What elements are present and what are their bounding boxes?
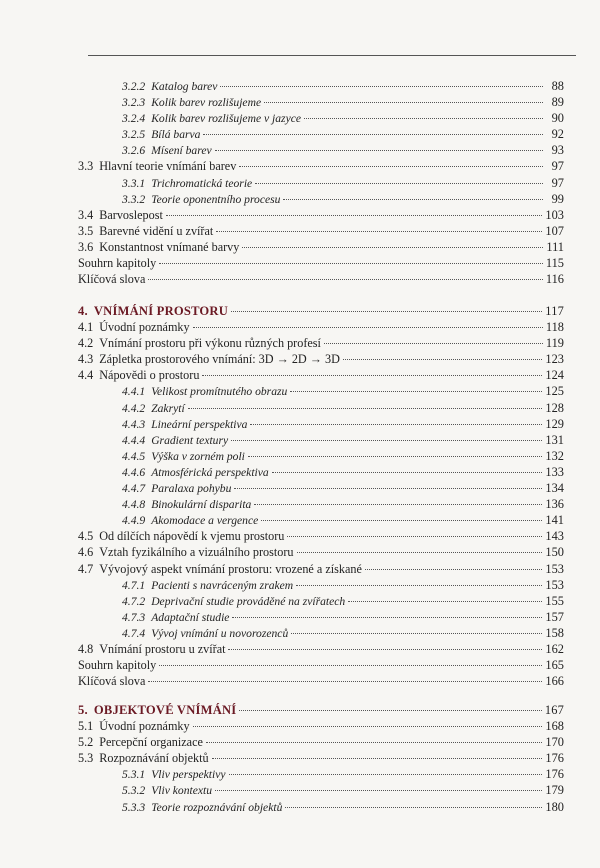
entry-page-number: 157	[545, 609, 564, 624]
entry-page-number: 118	[545, 320, 564, 335]
entry-number: 4.4.2	[122, 401, 146, 415]
entry-title: Vztah fyzikálního a vizuálního prostoru	[99, 545, 294, 560]
toc-entry	[78, 271, 564, 287]
entry-number: 4.7.1	[122, 578, 146, 592]
toc-entry	[78, 432, 564, 448]
entry-title: OBJEKTOVÉ VNÍMÁNÍ	[93, 703, 237, 717]
entry-number: 3.3	[78, 159, 94, 174]
dot-leader	[324, 343, 543, 344]
entry-number: 4.4.4	[122, 433, 146, 447]
toc-chapter-heading	[78, 702, 564, 718]
dot-leader	[215, 150, 543, 151]
entry-number: 5.1	[78, 719, 94, 734]
entry-title: Vnímání prostoru u zvířat	[99, 641, 226, 656]
dot-leader	[228, 649, 542, 650]
entry-title: Deprivační studie prováděné na zvířatech	[151, 594, 346, 608]
toc-entry	[78, 94, 564, 110]
entry-title: Trichromatická teorie	[151, 176, 253, 190]
toc-entry	[78, 207, 564, 223]
entry-title: Vývojový aspekt vnímání prostoru: vrozené a získané	[99, 561, 362, 576]
dot-leader	[148, 681, 542, 682]
entry-page-number: 180	[545, 799, 564, 814]
entry-title: Nápovědi o prostoru	[99, 368, 200, 383]
entry-number: 4.4.7	[122, 482, 146, 496]
toc-entry	[78, 782, 564, 798]
entry-page-number: 92	[551, 127, 564, 142]
dot-leader	[159, 665, 542, 666]
entry-title: Vliv kontextu	[151, 784, 213, 798]
entry-number: 3.4	[78, 207, 94, 222]
entry-title: Adaptační studie	[151, 610, 230, 624]
dot-leader	[193, 327, 543, 328]
dot-leader	[343, 359, 543, 360]
entry-title: Kolik barev rozlišujeme	[151, 96, 262, 110]
dot-leader	[220, 86, 543, 87]
toc-entry	[78, 142, 564, 158]
entry-number: 4.3	[78, 352, 94, 367]
entry-title: Konstantnost vnímané barvy	[99, 239, 240, 254]
entry-number: 3.2.5	[122, 128, 146, 142]
toc-entry	[78, 191, 564, 207]
entry-page-number: 158	[545, 625, 564, 640]
toc-entry	[78, 641, 564, 657]
toc-section-chapter-5	[78, 702, 564, 815]
toc-entry	[78, 367, 564, 383]
entry-number: 4.4.1	[122, 385, 146, 399]
entry-page-number: 168	[545, 719, 564, 734]
toc-entry	[78, 718, 564, 734]
entry-number: 5.3	[78, 751, 94, 766]
dot-leader	[232, 617, 542, 618]
entry-title: Zakrytí	[151, 401, 185, 415]
entry-number: 4.7.3	[122, 610, 146, 624]
entry-page-number: 167	[544, 703, 564, 717]
toc-entry	[78, 766, 564, 782]
toc-entry	[78, 625, 564, 641]
entry-title: VNÍMÁNÍ PROSTORU	[93, 304, 229, 318]
entry-number: 4.4.6	[122, 465, 146, 479]
dot-leader	[348, 601, 542, 602]
entry-number: 4.7.4	[122, 626, 146, 640]
entry-title: Atmosférická perspektiva	[151, 465, 269, 479]
dot-leader	[285, 807, 542, 808]
toc-entry	[78, 255, 564, 271]
entry-title: Lineární perspektiva	[151, 417, 248, 431]
dot-leader	[148, 279, 543, 280]
entry-page-number: 176	[545, 751, 564, 766]
entry-title: Klíčová slova	[78, 674, 146, 689]
entry-number: 4.7	[78, 561, 94, 576]
entry-page-number: 150	[545, 545, 564, 560]
entry-page-number: 125	[545, 384, 564, 399]
entry-page-number: 136	[545, 497, 564, 512]
entry-title: Binokulární disparita	[151, 498, 252, 512]
toc-entry	[78, 657, 564, 673]
toc-entry	[78, 335, 564, 351]
entry-page-number: 165	[545, 658, 564, 673]
entry-title: Pacienti s navráceným zrakem	[151, 578, 294, 592]
dot-leader	[261, 520, 542, 521]
entry-page-number: 116	[545, 272, 564, 287]
entry-title: Vývoj vnímání u novorozenců	[151, 626, 289, 640]
entry-number: 4.4	[78, 368, 94, 383]
entry-title: Kolik barev rozlišujeme v jazyce	[151, 112, 302, 126]
dot-leader	[231, 440, 542, 441]
dot-leader	[255, 183, 543, 184]
dot-leader	[283, 199, 543, 200]
toc-entry	[78, 577, 564, 593]
entry-number: 4.5	[78, 529, 94, 544]
toc-entry	[78, 593, 564, 609]
toc-entry	[78, 448, 564, 464]
dot-leader	[290, 391, 542, 392]
entry-page-number: 111	[546, 239, 564, 254]
entry-title: Úvodní poznámky	[99, 719, 190, 734]
entry-number: 3.3.2	[122, 192, 146, 206]
entry-title: Úvodní poznámky	[99, 320, 190, 335]
dot-leader	[291, 633, 542, 634]
dot-leader	[229, 774, 543, 775]
toc-chapter-heading	[78, 303, 564, 319]
entry-page-number: 143	[545, 529, 564, 544]
entry-title: Paralaxa pohybu	[151, 482, 232, 496]
dot-leader	[234, 488, 542, 489]
entry-number: 4.4.3	[122, 417, 146, 431]
entry-title: Výška v zorném poli	[151, 449, 245, 463]
header-rule	[88, 55, 576, 56]
entry-page-number: 133	[545, 464, 564, 479]
toc-entry	[78, 480, 564, 496]
entry-page-number: 153	[545, 561, 564, 576]
entry-number: 4.4.5	[122, 449, 146, 463]
entry-title: Souhrn kapitoly	[78, 256, 157, 271]
dot-leader	[203, 134, 543, 135]
toc-entry	[78, 110, 564, 126]
toc-entry	[78, 528, 564, 544]
entry-number: 4.2	[78, 336, 94, 351]
entry-page-number: 155	[545, 593, 564, 608]
entry-page-number: 141	[545, 513, 564, 528]
entry-title: Barvoslepost	[99, 207, 163, 222]
entry-title: Klíčová slova	[78, 272, 146, 287]
toc-entry	[78, 609, 564, 625]
entry-page-number: 93	[551, 143, 564, 158]
entry-title: Hlavní teorie vnímání barev	[99, 159, 237, 174]
entry-number: 4.1	[78, 320, 94, 335]
entry-title: Vliv perspektivy	[151, 768, 226, 782]
entry-page-number: 117	[545, 304, 564, 318]
entry-title: Bílá barva	[151, 128, 201, 142]
entry-title: Akomodace a vergence	[151, 514, 259, 528]
dot-leader	[166, 215, 543, 216]
toc-entry	[78, 351, 564, 367]
dot-leader	[159, 263, 543, 264]
entry-page-number: 115	[545, 256, 564, 271]
entry-title: Od dílčích nápovědí k vjemu prostoru	[99, 529, 285, 544]
toc-entry	[78, 544, 564, 560]
entry-page-number: 153	[545, 577, 564, 592]
dot-leader	[206, 742, 543, 743]
dot-leader	[250, 424, 542, 425]
entry-number: 4.6	[78, 545, 94, 560]
entry-page-number: 89	[551, 95, 564, 110]
entry-title: Souhrn kapitoly	[78, 658, 157, 673]
toc-section-chapter-3	[78, 78, 564, 287]
entry-title: Rozpoznávání objektů	[99, 751, 209, 766]
dot-leader	[202, 375, 542, 376]
toc-entry	[78, 673, 564, 689]
entry-title: Velikost promítnutého obrazu	[151, 385, 288, 399]
entry-page-number: 128	[545, 400, 564, 415]
entry-page-number: 124	[545, 368, 564, 383]
entry-page-number: 166	[545, 674, 564, 689]
toc-entry	[78, 223, 564, 239]
entry-title: Percepční organizace	[99, 735, 203, 750]
entry-page-number: 132	[545, 448, 564, 463]
entry-page-number: 162	[545, 641, 564, 656]
entry-page-number: 123	[545, 352, 564, 367]
dot-leader	[365, 569, 543, 570]
entry-page-number: 119	[545, 336, 564, 351]
dot-leader	[304, 118, 543, 119]
toc-section-chapter-4	[78, 303, 564, 689]
toc-entry	[78, 561, 564, 577]
entry-page-number: 97	[551, 159, 564, 174]
entry-title: Teorie oponentního procesu	[151, 192, 281, 206]
entry-number: 5.3.3	[122, 800, 146, 814]
toc-entry	[78, 512, 564, 528]
dot-leader	[193, 726, 543, 727]
entry-number: 3.2.4	[122, 112, 146, 126]
entry-number: 5.2	[78, 735, 94, 750]
toc-entry	[78, 496, 564, 512]
entry-number: 3.2.6	[122, 144, 146, 158]
toc-entry	[78, 416, 564, 432]
toc-entry	[78, 319, 564, 335]
toc-entry	[78, 158, 564, 174]
entry-number: 3.2.3	[122, 96, 146, 110]
entry-page-number: 179	[545, 783, 564, 798]
toc-entry	[78, 383, 564, 399]
toc-entry	[78, 464, 564, 480]
dot-leader	[212, 758, 543, 759]
entry-title: Teorie rozpoznávání objektů	[151, 800, 283, 814]
entry-number: 5.3.1	[122, 768, 146, 782]
dot-leader	[264, 102, 543, 103]
toc-entry	[78, 734, 564, 750]
dot-leader	[272, 472, 543, 473]
dot-leader	[239, 166, 543, 167]
entry-title: Barevné vidění u zvířat	[99, 223, 214, 238]
dot-leader	[248, 456, 543, 457]
entry-page-number: 99	[551, 191, 564, 206]
entry-title: Zápletka prostorového vnímání: 3D → 2D → 3D	[99, 352, 340, 367]
entry-page-number: 103	[545, 207, 564, 222]
entry-title: Mísení barev	[151, 144, 212, 158]
dot-leader	[254, 504, 542, 505]
entry-page-number: 107	[545, 223, 564, 238]
entry-title: Katalog barev	[151, 80, 218, 93]
entry-page-number: 170	[545, 735, 564, 750]
entry-page-number: 131	[545, 432, 564, 447]
entry-number: 3.3.1	[122, 176, 146, 190]
toc-entry	[78, 175, 564, 191]
dot-leader	[188, 408, 543, 409]
dot-leader	[287, 536, 542, 537]
dot-leader	[215, 790, 542, 791]
entry-page-number: 129	[545, 416, 564, 431]
entry-number: 4.4.8	[122, 498, 146, 512]
entry-number: 3.5	[78, 223, 94, 238]
dot-leader	[296, 585, 542, 586]
entry-page-number: 97	[551, 175, 564, 190]
dot-leader	[239, 710, 541, 711]
entry-number: 3.2.2	[122, 80, 146, 93]
entry-number: 4.	[78, 304, 88, 318]
entry-number: 3.6	[78, 239, 94, 254]
toc-entry	[78, 799, 564, 815]
entry-number: 4.8	[78, 641, 94, 656]
entry-title: Gradient textury	[151, 433, 229, 447]
toc-entry	[78, 78, 564, 94]
entry-number: 5.	[78, 703, 88, 717]
toc-entry	[78, 239, 564, 255]
toc-entry	[78, 400, 564, 416]
entry-number: 5.3.2	[122, 784, 146, 798]
entry-title: Vnímání prostoru při výkonu různých profesí	[99, 336, 321, 351]
entry-number: 4.7.2	[122, 594, 146, 608]
dot-leader	[242, 247, 543, 248]
toc-entry	[78, 126, 564, 142]
entry-page-number: 134	[545, 481, 564, 496]
dot-leader	[231, 311, 542, 312]
dot-leader	[297, 552, 543, 553]
toc-entry	[78, 750, 564, 766]
entry-page-number: 176	[545, 767, 564, 782]
entry-page-number: 88	[551, 79, 564, 93]
entry-number: 4.4.9	[122, 514, 146, 528]
entry-page-number: 90	[551, 111, 564, 126]
dot-leader	[216, 231, 542, 232]
